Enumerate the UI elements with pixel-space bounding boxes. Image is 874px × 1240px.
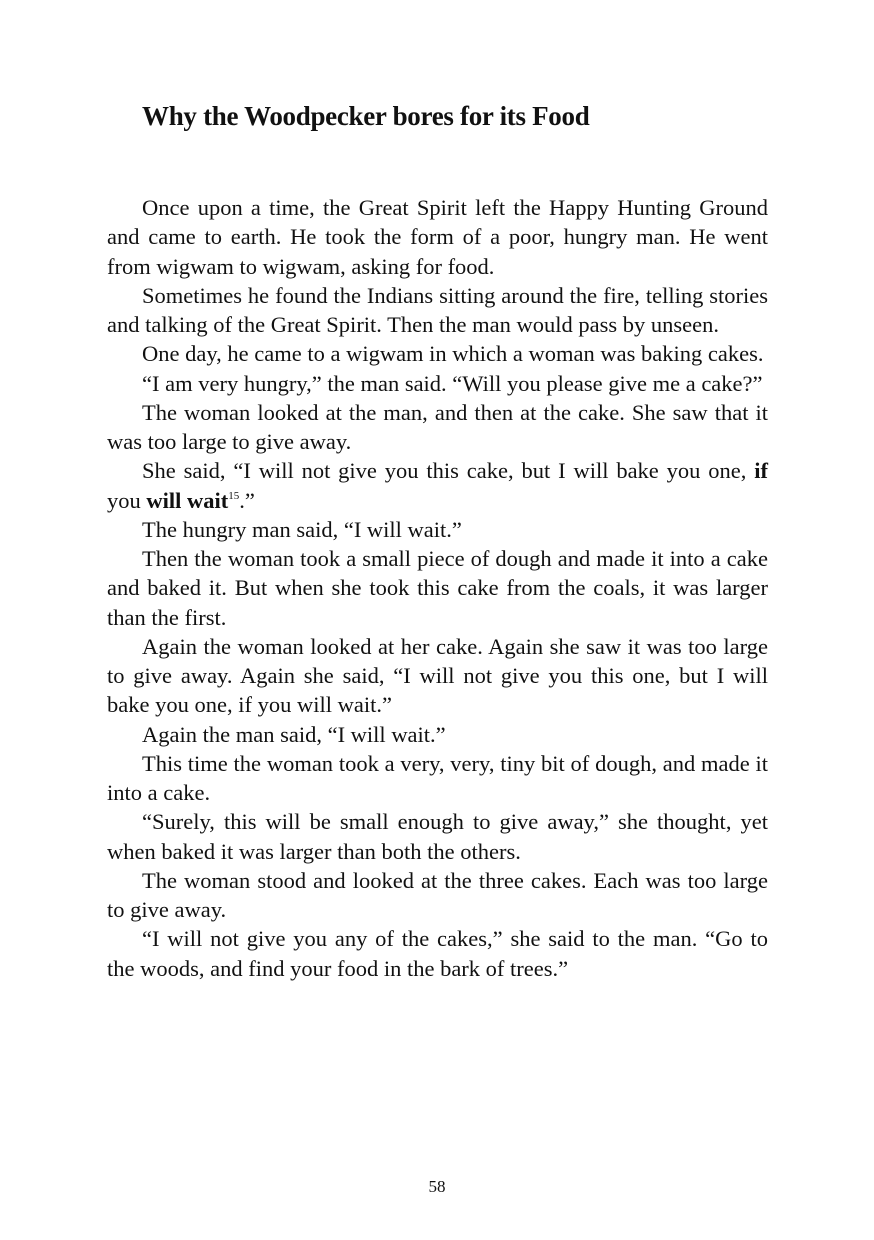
paragraph-3: One day, he came to a wigwam in which a woman was baking cakes. xyxy=(142,341,764,367)
paragraph-5: The woman looked at the man, and then at the cake. She saw that it was too large to give away. xyxy=(107,399,768,454)
story-body xyxy=(107,193,768,983)
paragraph-10: Again the man said, “I will wait.” xyxy=(142,721,446,747)
paragraph-9: Again the woman looked at her cake. Again she saw it was too large to give away. Again she said, “I will not give you this one, but I will bake you one, if you will wait.” xyxy=(107,633,768,718)
paragraph-7: The hungry man said, “I will wait.” xyxy=(142,516,462,542)
story-title: Why the Woodpecker bores for its Food xyxy=(142,101,590,131)
paragraph-6-text-end: .” xyxy=(239,487,255,513)
page-number: 58 xyxy=(428,1177,446,1196)
paragraph-14: “I will not give you any of the cakes,” she said to the man. “Go to the woods, and find your food in the bark of trees.” xyxy=(107,926,768,981)
bold-if: if xyxy=(754,458,768,484)
paragraph-13: The woman stood and looked at the three cakes. Each was too large to give away. xyxy=(107,867,768,922)
paragraph-6-text-middle: you xyxy=(107,487,147,513)
paragraph-4: “I am very hungry,” the man said. “Will you please give me a cake?” xyxy=(142,370,763,396)
paragraph-8: Then the woman took a small piece of dough and made it into a cake and baked it. But when she took this cake from the coals, it was larger than the first. xyxy=(107,546,768,630)
paragraph-1: Once upon a time, the Great Spirit left the Happy Hunting Ground and came to earth. He took the form of a poor, hungry man. He went from wigwam to wigwam, asking for food. xyxy=(107,195,768,279)
paragraph-2: Sometimes he found the Indians sitting around the fire, telling stories and talking of the Great Spirit. Then the man would pass by unseen. xyxy=(107,282,768,337)
paragraph-6-text-start: She said, “I will not give you this cake, but I will bake you one, xyxy=(142,458,755,484)
bold-will-wait: will wait xyxy=(146,487,229,513)
footnote-reference: 15 xyxy=(228,489,240,502)
paragraph-11: This time the woman took a very, very, tiny bit of dough, and made it into a cake. xyxy=(107,750,768,805)
paragraph-12: “Surely, this will be small enough to give away,” she thought, yet when baked it was larger than both the others. xyxy=(107,809,768,864)
paragraph-6-with-footnote xyxy=(107,456,768,515)
